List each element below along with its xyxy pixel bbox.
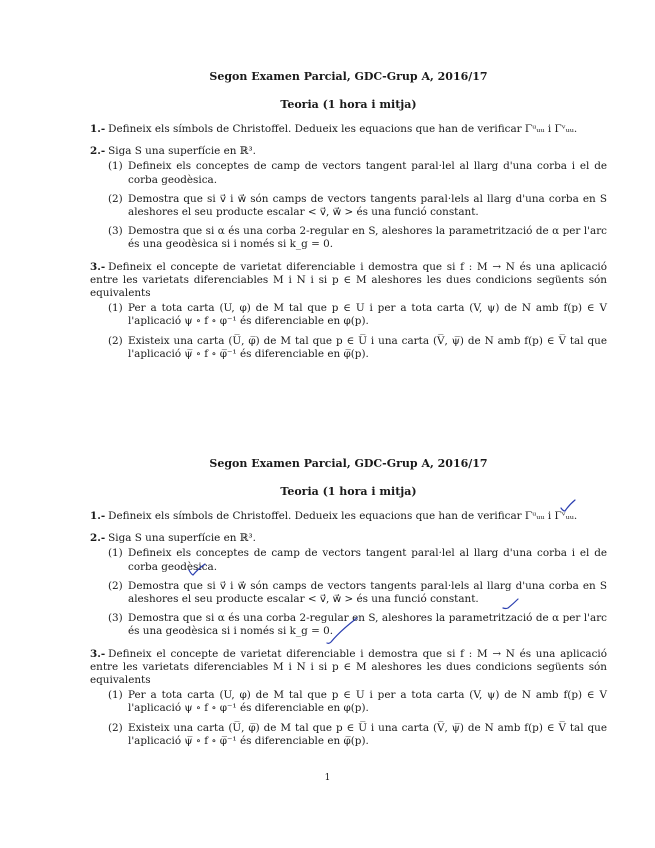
- sub-question: [90, 547, 607, 573]
- check-mark-icon: [502, 597, 520, 611]
- question-3: [90, 261, 607, 361]
- check-mark-icon: [560, 499, 576, 513]
- question-number: 2.-: [90, 532, 106, 545]
- sub-question-text: Defineix els conceptes de camp de vectors tangent paral·lel al llarg d'una corba i el de corba geodèsica.: [128, 160, 607, 186]
- sub-question-text: Defineix els conceptes de camp de vectors tangent paral·lel al llarg d'una corba i el de corba geodèsica.: [128, 547, 607, 573]
- question-number: 3.-: [90, 647, 106, 660]
- question-text: Defineix els símbols de Christoffel. Dedueix les equacions que han de verificar Γᵘᵤᵤ i Γᵛᵤᵤ.: [108, 510, 578, 522]
- sub-question-text: Existeix una carta (U̅, φ̅) de M tal que p ∈ U̅ i una carta (V̅, ψ̅) de N amb f(p) ∈ V̅ tal que l'aplicació ψ̅ ∘ f ∘ φ̅⁻¹ és diferenciable en φ̅(p).: [128, 721, 607, 747]
- sub-question: [90, 193, 607, 219]
- exam-title: Segon Examen Parcial, GDC-Grup A, 2016/17: [209, 70, 488, 83]
- sub-question-number: (2): [108, 721, 123, 734]
- question-text: Defineix el concepte de varietat diferenciable i demostra que si f : M → N és una aplicació entre les varietats diferenciables M i N i si p ∈ M aleshores les dues condicions següents són equivalents: [90, 647, 607, 687]
- question-number: 1.-: [90, 510, 106, 522]
- sub-question: [90, 722, 607, 748]
- sub-question: [90, 580, 607, 606]
- sub-question-list: [90, 160, 607, 251]
- sub-question-number: (1): [108, 160, 123, 173]
- check-mark-icon: [326, 617, 358, 645]
- sub-question: [90, 335, 607, 361]
- question-1: [90, 123, 607, 136]
- question-number: 1.-: [90, 123, 106, 135]
- sub-question-text: Per a tota carta (U, φ) de M tal que p ∈ U i per a tota carta (V, ψ) de N amb f(p) ∈ V l'aplicació ψ ∘ f ∘ φ⁻¹ és diferenciable en φ(p).: [128, 689, 607, 715]
- sub-question: [90, 689, 607, 715]
- exam-subtitle: Teoria (1 hora i mitja): [280, 485, 417, 498]
- sub-question: [90, 302, 607, 328]
- sub-question-text: Existeix una carta (U̅, φ̅) de M tal que p ∈ U̅ i una carta (V̅, ψ̅) de N amb f(p) ∈ V̅ tal que l'aplicació ψ̅ ∘ f ∘ φ̅⁻¹ és diferenciable en φ̅(p).: [128, 334, 607, 360]
- sub-question-list: [90, 689, 607, 748]
- exam-subtitle: Teoria (1 hora i mitja): [280, 98, 417, 111]
- sub-question-number: (2): [108, 192, 123, 205]
- sub-question: [90, 160, 607, 186]
- sub-question-text: Demostra que si v⃗ i w⃗ són camps de vectors tangents paral·lels al llarg d'una corba en S aleshores el seu producte escalar < v⃗, w⃗ > és una funció constant.: [128, 579, 607, 606]
- question-text: Siga S una superfície en ℝ³.: [108, 532, 256, 545]
- exam-title: Segon Examen Parcial, GDC-Grup A, 2016/17: [209, 457, 488, 470]
- question-text: Defineix els símbols de Christoffel. Dedueix les equacions que han de verificar Γᵘᵤᵤ i Γᵛᵤᵤ.: [108, 123, 578, 135]
- sub-question-number: (3): [108, 612, 123, 625]
- sub-question-number: (1): [108, 689, 123, 702]
- question-3: [90, 648, 607, 748]
- sub-question-number: (2): [108, 334, 123, 347]
- question-number: 2.-: [90, 145, 106, 158]
- question-1: [90, 510, 607, 523]
- sub-question-number: (1): [108, 547, 123, 560]
- sub-question-text: Demostra que si v⃗ i w⃗ són camps de vectors tangents paral·lels al llarg d'una corba en S aleshores el seu producte escalar < v⃗, w⃗ > és una funció constant.: [128, 192, 607, 219]
- question-text: Siga S una superfície en ℝ³.: [108, 145, 256, 158]
- sub-question-text: Demostra que si α és una corba 2-regular en S, aleshores la parametrització de α per l'arc és una geodèsica si i només si k_g = 0.: [128, 225, 607, 251]
- sub-question-number: (1): [108, 302, 123, 315]
- sub-question-text: Per a tota carta (U, φ) de M tal que p ∈ U i per a tota carta (V, ψ) de N amb f(p) ∈ V l'aplicació ψ ∘ f ∘ φ⁻¹ és diferenciable en φ(p).: [128, 302, 607, 328]
- question-text: Defineix el concepte de varietat diferenciable i demostra que si f : M → N és una aplicació entre les varietats diferenciables M i N i si p ∈ M aleshores les dues condicions següents són equivalents: [90, 260, 607, 300]
- sub-question-list: [90, 302, 607, 361]
- sub-question: [90, 225, 607, 251]
- question-2: [90, 145, 607, 251]
- sub-question-number: (3): [108, 225, 123, 238]
- exam-copy-1: [90, 70, 607, 361]
- sub-question-number: (2): [108, 579, 123, 592]
- exam-copy-2: [90, 457, 607, 748]
- check-mark-icon: [188, 563, 206, 577]
- page-number: 1: [324, 773, 331, 783]
- sub-question-text: Demostra que si α és una corba 2-regular en S, aleshores la parametrització de α per l'arc és una geodèsica si i només si k_g = 0.: [128, 612, 607, 638]
- question-number: 3.-: [90, 260, 106, 273]
